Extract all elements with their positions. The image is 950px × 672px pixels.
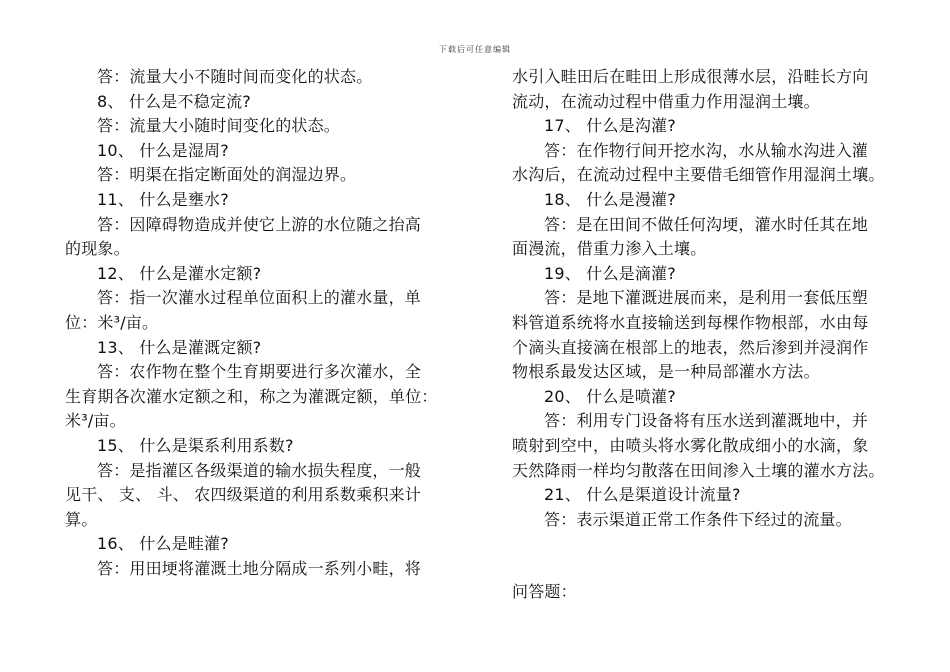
question-line: 16、 什么是畦灌?	[97, 534, 229, 554]
text-line: 见干、 支、 斗、 农四级渠道的利用系数乘积来计	[65, 485, 422, 505]
question-line: 13、 什么是灌溉定额?	[97, 337, 262, 357]
text-line: 的现象。	[65, 239, 130, 259]
text-line: 答：利用专门设备将有压水送到灌溉地中，并	[544, 411, 869, 431]
text-line: 答：流量大小随时间变化的状态。	[97, 116, 341, 136]
text-line: 物根系最发达区域，是一种局部灌水方法。	[512, 362, 820, 382]
text-line: 天然降雨一样均匀散落在田间渗入土壤的灌水方法。	[512, 460, 885, 480]
text-line: 答：农作物在整个生育期要进行多次灌水，全	[97, 362, 422, 382]
text-line: 水沟后，在流动过程中主要借毛细管作用湿润土壤。	[512, 165, 885, 185]
text-line: 喷射到空中，由喷头将水雾化散成细小的水滴，象	[512, 435, 869, 455]
left-column	[65, 65, 440, 581]
text-line: 米³/亩。	[65, 411, 126, 431]
text-line: 面漫流，借重力渗入土壤。	[512, 239, 707, 259]
text-line: 个滴头直接滴在根部上的地表，然后渗到并浸润作	[512, 337, 869, 357]
text-line: 答：因障碍物造成并使它上游的水位随之抬高	[97, 214, 422, 234]
text-line: 答：表示渠道正常工作条件下经过的流量。	[544, 509, 852, 529]
text-line: 位：米³/亩。	[65, 312, 159, 332]
text-line: 生育期各次灌水定额之和，称之为灌溉定额，单位：	[65, 386, 438, 406]
text-line: 答：在作物行间开挖水沟，水从输水沟进入灌	[544, 140, 869, 160]
text-line: 算。	[65, 509, 98, 529]
question-line: 15、 什么是渠系利用系数?	[97, 435, 294, 455]
text-line: 水引入畦田后在畦田上形成很薄水层，沿畦长方向	[512, 67, 869, 86]
text-line: 料管道系统将水直接输送到每棵作物根部，水由每	[512, 312, 869, 332]
section-heading: 问答题：	[512, 582, 577, 602]
text-line: 答：用田埂将灌溉土地分隔成一系列小畦，将	[97, 558, 422, 578]
text-line: 答：是地下灌溉进展而来，是利用一套低压塑	[544, 288, 869, 308]
question-line: 8、 什么是不稳定流?	[97, 91, 251, 111]
page-header: 下载后可任意编辑	[439, 45, 511, 54]
text-line: 答：指一次灌水过程单位面积上的灌水量，单	[97, 288, 422, 308]
text-line: 流动，在流动过程中借重力作用湿润土壤。	[512, 91, 820, 111]
text-line: 答：明渠在指定断面处的润湿边界。	[97, 165, 357, 185]
question-line: 20、 什么是喷灌?	[544, 386, 676, 406]
question-line: 18、 什么是漫灌?	[544, 189, 676, 209]
text-line: 答：流量大小不随时间而变化的状态。	[97, 67, 373, 86]
question-line: 19、 什么是滴灌?	[544, 263, 676, 283]
text-line: 答：是指灌区各级渠道的输水损失程度，一般	[97, 460, 422, 480]
question-line: 17、 什么是沟灌?	[544, 116, 676, 136]
right-column	[512, 65, 890, 605]
question-line: 10、 什么是湿周?	[97, 140, 229, 160]
text-line: 答：是在田间不做任何沟埂，灌水时任其在地	[544, 214, 869, 234]
question-line: 21、 什么是渠道设计流量?	[544, 485, 741, 505]
question-line: 11、 什么是壅水?	[97, 189, 229, 209]
question-line: 12、 什么是灌水定额?	[97, 263, 262, 283]
